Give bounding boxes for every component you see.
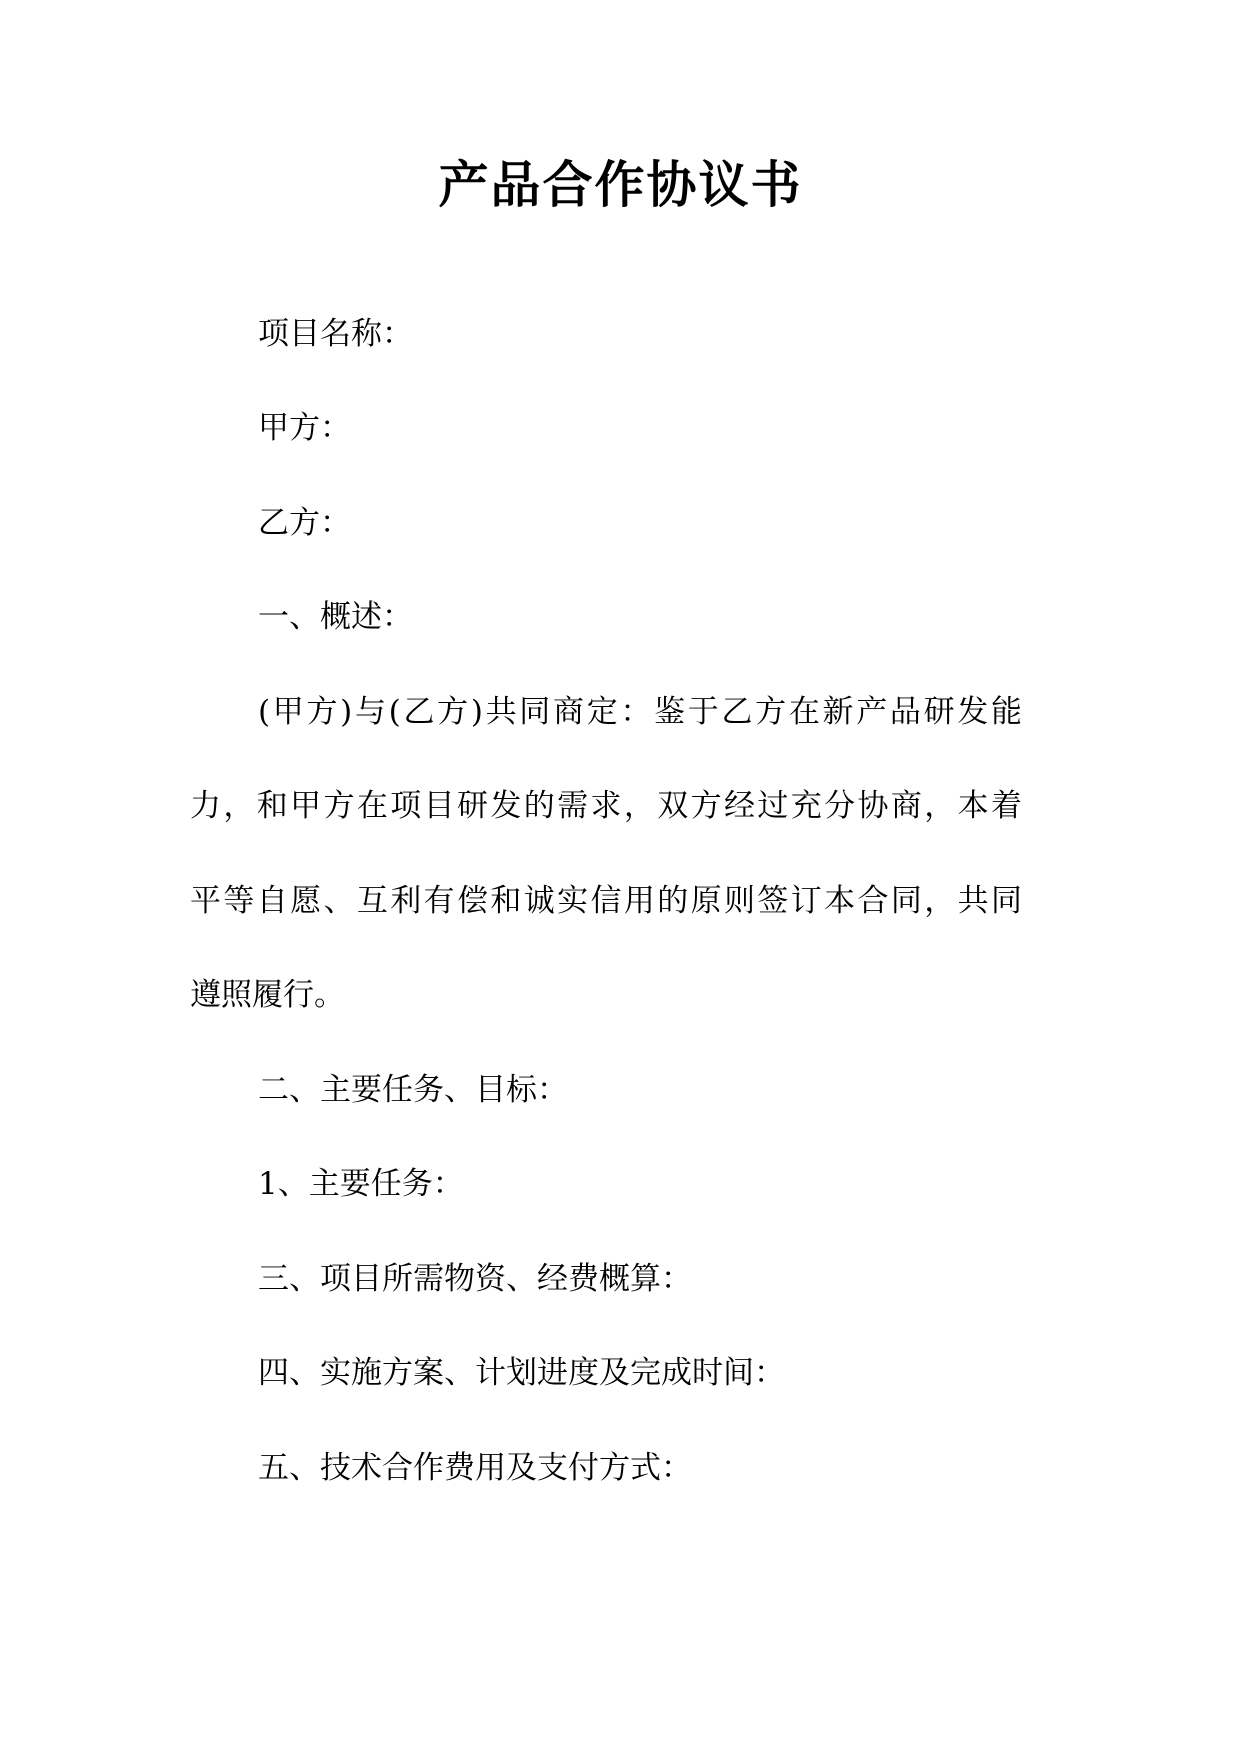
overview-paragraph-line-1: (甲方)与(乙方)共同商定：鉴于乙方在新产品研发能 — [258, 694, 1022, 730]
party-b-field: 乙方： — [258, 505, 351, 541]
section-heading-materials-budget: 三、项目所需物资、经费概算： — [258, 1261, 692, 1297]
overview-paragraph-line-3: 平等自愿、互利有偿和诚实信用的原则签订本合同，共同 — [190, 883, 1022, 919]
project-name-field: 项目名称： — [258, 316, 413, 352]
document-title: 产品合作协议书 — [438, 155, 803, 214]
section-heading-implementation-plan: 四、实施方案、计划进度及完成时间： — [258, 1355, 785, 1391]
overview-paragraph-line-2: 力，和甲方在项目研发的需求，双方经过充分协商，本着 — [190, 788, 1022, 824]
section-heading-tasks-goals: 二、主要任务、目标： — [258, 1072, 568, 1108]
overview-paragraph-line-4: 遵照履行。 — [190, 977, 345, 1013]
subsection-main-tasks: 1、主要任务： — [258, 1166, 464, 1202]
party-a-field: 甲方： — [258, 410, 351, 446]
section-heading-overview: 一、概述： — [258, 599, 413, 635]
section-heading-fees-payment: 五、技术合作费用及支付方式： — [258, 1450, 692, 1486]
